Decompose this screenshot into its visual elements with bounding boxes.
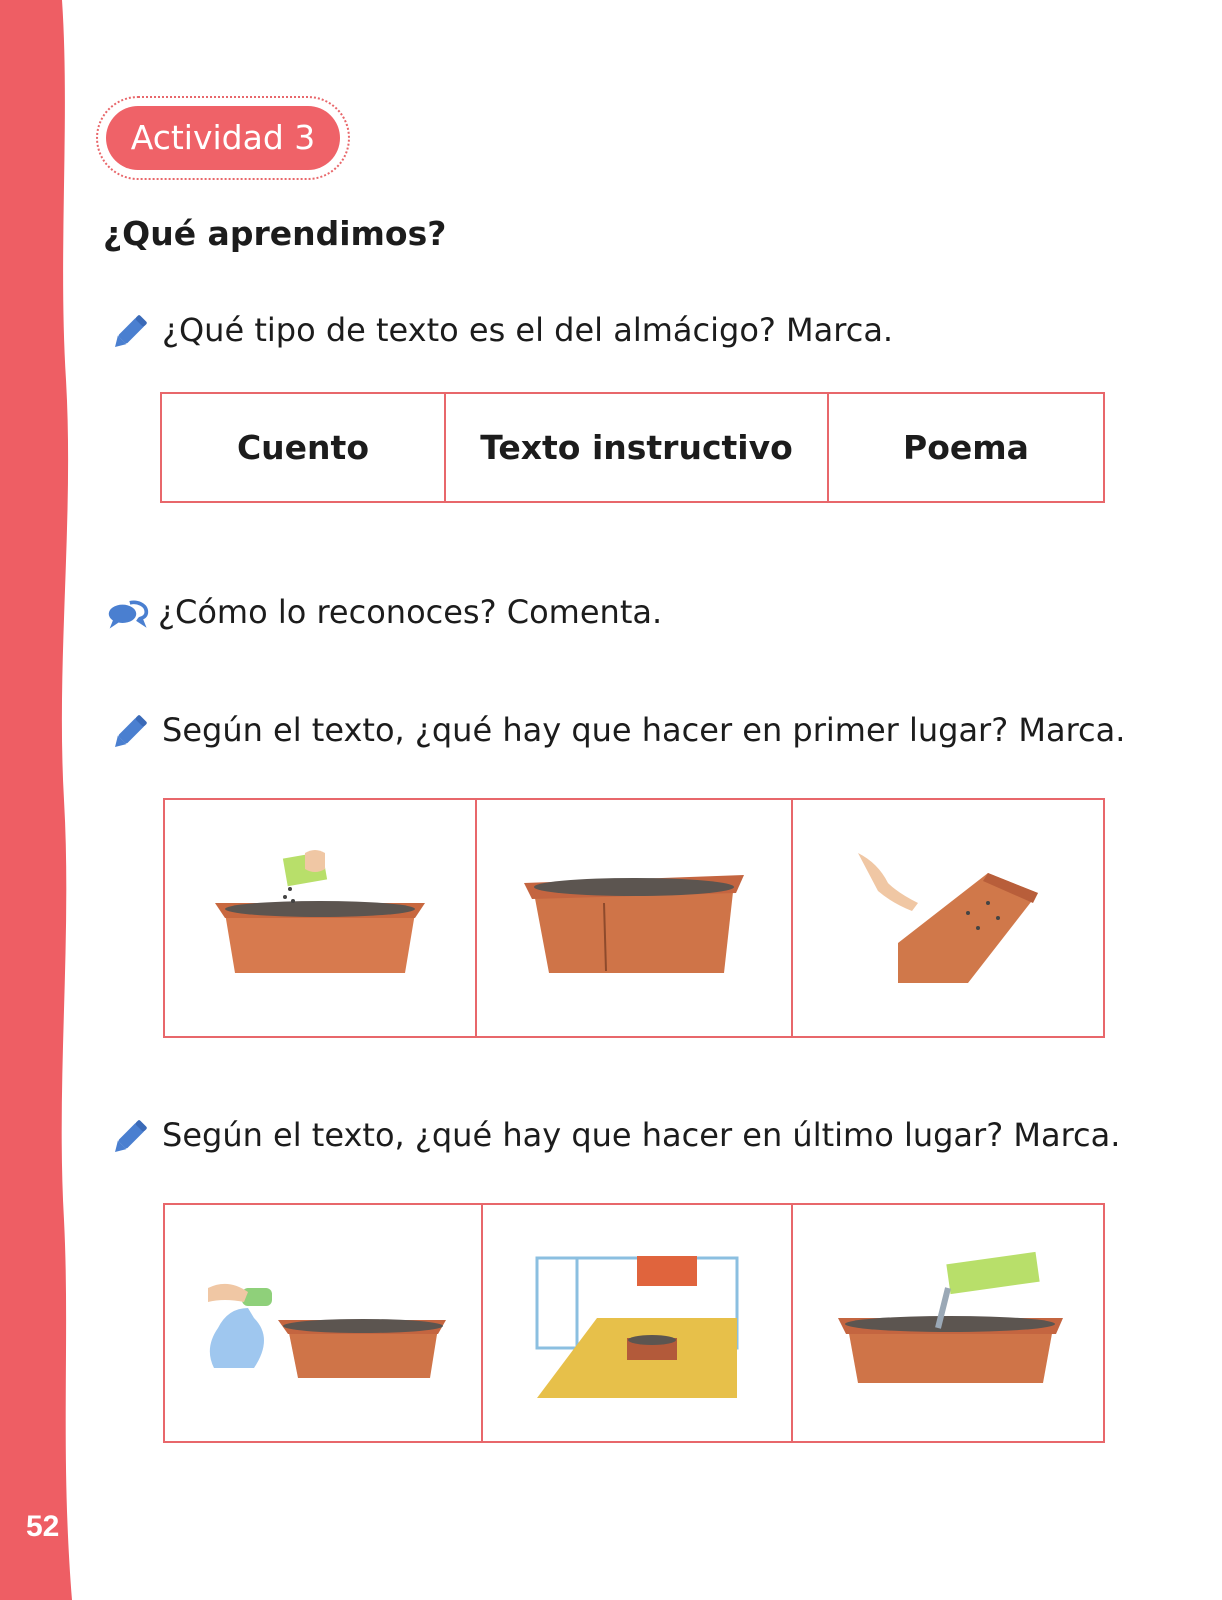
first-step-options [163,798,1105,1038]
question-1 [110,305,893,355]
question-2 [106,587,662,637]
option-pouring-water[interactable] [791,1205,1103,1441]
section-title: ¿Qué aprendimos? [103,214,447,253]
option-planter-by-window[interactable] [481,1205,791,1441]
pencil-icon [110,1113,154,1157]
activity-badge: Actividad 3 [106,106,340,170]
option-cuento[interactable]: Cuento [236,428,370,467]
planter-by-window-image [527,1248,747,1398]
option-planter-with-soil[interactable] [475,800,791,1036]
pencil-icon [110,708,154,752]
pencil-icon [110,308,154,352]
question-text: Según el texto, ¿qué hay que hacer en último lugar? Marca. [162,1116,1121,1154]
question-text: Según el texto, ¿qué hay que hacer en primer lugar? Marca. [162,711,1126,749]
planter-pouring-water-image [828,1248,1068,1398]
question-3 [110,705,1125,755]
option-spraying-water[interactable] [165,1205,481,1441]
speech-bubbles-icon [106,590,150,634]
option-poema[interactable]: Poema [827,394,1103,501]
planter-sowing-seeds-image [205,843,435,993]
planter-spraying-water-image [198,1248,448,1398]
activity-badge-outline [96,96,350,180]
text-type-options [160,392,1105,503]
question-4 [110,1110,1120,1160]
option-tilted-planter[interactable] [791,800,1103,1036]
side-band [0,0,110,1600]
option-sowing-seeds[interactable] [165,800,475,1036]
question-text: ¿Cómo lo reconoces? Comenta. [158,593,663,631]
planter-with-soil-image [514,843,754,993]
option-texto-instructivo[interactable]: Texto instructivo [444,394,827,501]
page-number: 52 [26,1510,60,1543]
last-step-options [163,1203,1105,1443]
planter-being-tilted-image [838,843,1058,993]
question-text: ¿Qué tipo de texto es el del almácigo? Marca. [162,311,894,349]
